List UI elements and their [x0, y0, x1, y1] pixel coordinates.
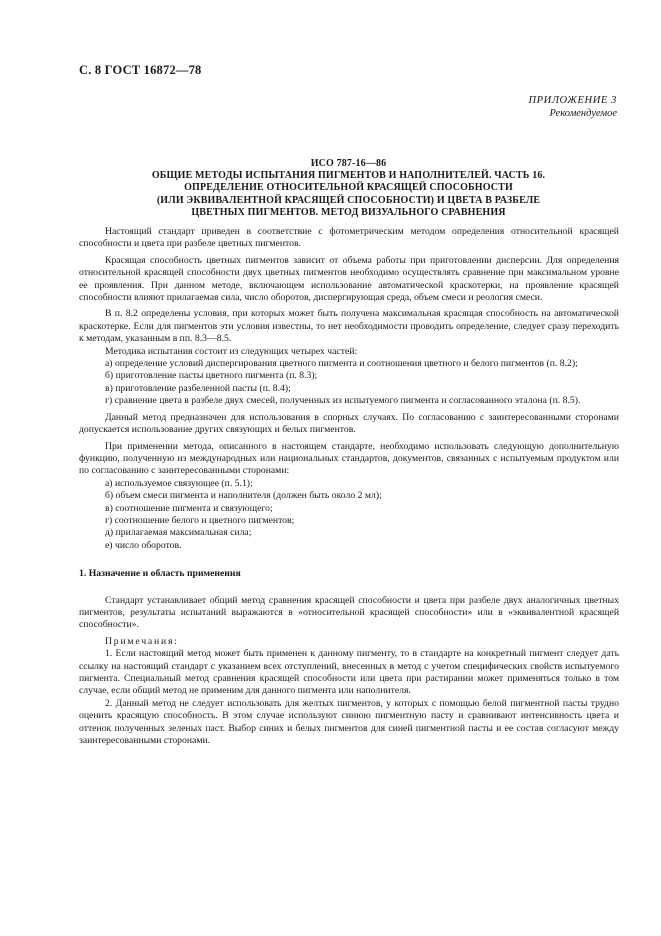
title-line: ОПРЕДЕЛЕНИЕ ОТНОСИТЕЛЬНОЙ КРАСЯЩЕЙ СПОСОБНОСТИ	[184, 182, 513, 194]
document-title	[78, 158, 619, 219]
list-item: в) приготовление разбеленной пасты (п. 8.4);	[105, 382, 291, 394]
title-line: ОБЩИЕ МЕТОДЫ ИСПЫТАНИЯ ПИГМЕНТОВ И НАПОЛНИТЕЛЕЙ. ЧАСТЬ 16.	[151, 170, 546, 182]
section-heading: 1. Назначение и область применения	[79, 568, 241, 580]
note-paragraph: 1. Если настоящий метод может быть применен к данному пигменту, то в стандарте на конкретный пигмент следует дать ссылку на настоящий стандарт с указанием всех отступлений, внесенных в метод с учетом специфических свойств испытуемого пигмента. Специальный метод сравнения красящей способности или цвета при растирании может применяться только в том случае, если общий метод не применим для данного пигмента или наполнителя.	[79, 648, 619, 697]
list-item: а) используемое связующее (п. 5.1);	[105, 477, 253, 489]
note-paragraph: 2. Данный метод не следует использовать для желтых пигментов, у которых с помощью белой пигментной пасты трудно оценить красящую способность. В этом случае используют синюю пигментную пасту и сравнивают интенсивность цвета и оттенок полученных зеленых паст. Выбор синих и белых пигментов для синей пигментной пасты и ее состав согласуют между заинтересованными сторонами.	[79, 697, 619, 747]
intro-paragraph: При применении метода, описанного в настоящем стандарте, необходимо использовать следующую дополнительную функцию, полученную из международных или национальных стандартов, документов, связанных с испытуемым продуктом или по согласованию с заинтересованными сторонами:	[79, 440, 619, 477]
intro-paragraph: В п. 8.2 определены условия, при которых может быть получена максимальная красящая способность на автоматической краскотерке. Если для пигментов эти условия известны, то нет необходимости проводить определение, следует сразу переходить к методам, указанным в пп. 8.3—8.5.	[79, 308, 619, 345]
title-line: ЦВЕТНЫХ ПИГМЕНТОВ. МЕТОД ВИЗУАЛЬНОГО СРАВНЕНИЯ	[191, 206, 506, 218]
title-line: (ИЛИ ЭКВИВАЛЕНТНОЙ КРАСЯЩЕЙ СПОСОБНОСТИ) И ЦВЕТА В РАЗБЕЛЕ	[156, 194, 541, 206]
page-header: С. 8 ГОСТ 16872—78	[79, 63, 202, 77]
list-item: в) соотношение пигмента и связующего;	[105, 502, 273, 514]
section-paragraph: Стандарт устанавливает общий метод сравнения красящей способности и цвета при разбеле двух аналогичных цветных пигментов, результаты испытаний выражаются в «относительной красящей способности» или в «эквивалентной красящей способности».	[79, 594, 619, 631]
intro-paragraph: Методика испытания состоит из следующих четырех частей:	[105, 345, 358, 357]
intro-paragraph: Настоящий стандарт приведен в соответствие с фотометрическим методом определения относительной красящей способности и цвета при разбеле цветных пигментов.	[79, 226, 619, 250]
appendix-subtitle: Рекомендуемое	[549, 108, 617, 119]
standard-number: ИСО 787-16—86	[310, 158, 387, 169]
list-item: е) число оборотов.	[105, 539, 182, 551]
document-body	[79, 226, 619, 747]
list-item: а) определение условий диспергирования цветного пигмента и соотношения цветного и белого пигментов (п. 8.2);	[105, 358, 578, 370]
appendix-label	[528, 94, 617, 120]
list-item: д) прилагаемая максимальная сила;	[105, 527, 252, 539]
list-item: б) приготовление пасты цветного пигмента (п. 8.3);	[105, 370, 318, 382]
intro-paragraph: Данный метод предназначен для использования в спорных случаях. По согласованию с заинтересованными сторонами допускается использование других связующих и белых пигментов.	[79, 411, 619, 436]
list-item: г) соотношение белого и цветного пигментов;	[105, 514, 295, 526]
notes-title: Примечания:	[105, 635, 179, 647]
list-item: г) сравнение цвета в разбеле двух смесей, полученных из испытуемого пигмента и согласованного эталона (п. 8.5).	[105, 395, 581, 407]
appendix-title: ПРИЛОЖЕНИЕ 3	[528, 95, 617, 106]
list-item: б) объем смеси пигмента и наполнителя (должен быть около 2 мл);	[105, 490, 382, 502]
intro-paragraph: Красящая способность цветных пигментов зависит от объема работы при приготовлении дисперсии. Для определения относительной красящей способности двух цветных пигментов необходимо осуществлять сравнение при максимальном уровне ее проявления. При данном методе, включающем использование автоматической краскотерки, на проявление красящей способности влияют прилагаемая сила, число оборотов, диспергирующая среда, объем смеси и реология смеси.	[79, 254, 619, 304]
